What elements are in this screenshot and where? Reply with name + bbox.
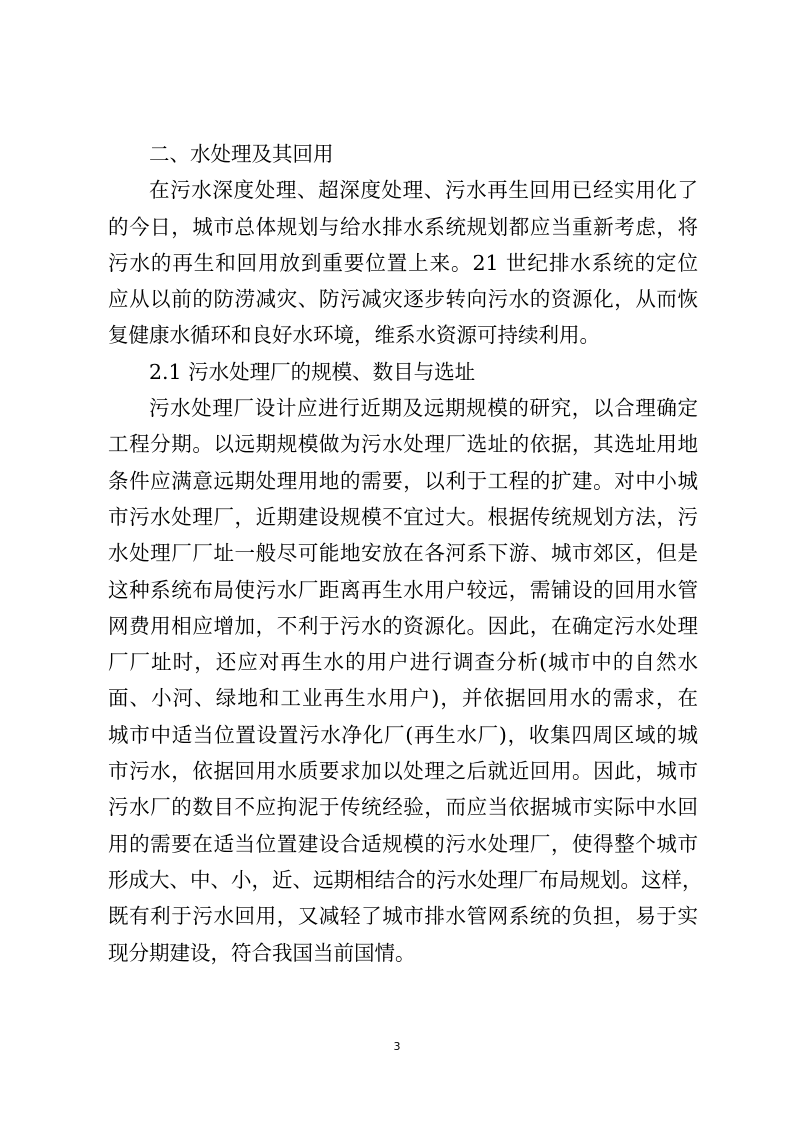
- paragraph-1-line-1: 在污水深度处理、超深度处理、污水再生回用已经实用化了: [149, 178, 698, 203]
- paragraph-2-line-4: 市污水处理厂，近期建设规模不宜过大。根据传统规划方法，污: [108, 504, 698, 529]
- paragraph-2-line-12: 污水厂的数目不应拘泥于传统经验，而应当依据城市实际中水回: [108, 795, 698, 820]
- paragraph-2-line-6: 这种系统布局使污水厂距离再生水用户较远，需铺设的回用水管: [108, 577, 698, 602]
- paragraph-2-line-15: 既有利于污水回用，又减轻了城市排水管网系统的负担，易于实: [108, 904, 698, 929]
- paragraph-2-line-9: 面、小河、绿地和工业再生水用户)，并依据回用水的需求，在: [108, 686, 698, 711]
- paragraph-2-line-7: 网费用相应增加，不利于污水的资源化。因此，在确定污水处理: [108, 613, 698, 638]
- paragraph-1-line-3: 污水的再生和回用放到重要位置上来。21 世纪排水系统的定位: [108, 250, 698, 275]
- paragraph-2-line-5: 水处理厂厂址一般尽可能地安放在各河系下游、城市郊区，但是: [108, 541, 698, 566]
- document-body: [108, 136, 703, 971]
- paragraph-2-line-10: 城市中适当位置设置污水净化厂(再生水厂)，收集四周区域的城: [108, 722, 698, 747]
- paragraph-2-line-14: 形成大、中、小，近、远期相结合的污水处理厂布局规划。这样，: [108, 867, 703, 892]
- paragraph-2-line-8: 厂厂址时，还应对再生水的用户进行调查分析(城市中的自然水: [108, 650, 698, 675]
- subheading: 2.1 污水处理厂的规模、数目与选址: [149, 359, 476, 384]
- paragraph-2-line-11: 市污水，依据回用水质要求加以处理之后就近回用。因此，城市: [108, 759, 698, 784]
- paragraph-2-line-1: 污水处理厂设计应进行近期及远期规模的研究，以合理确定: [149, 396, 698, 421]
- paragraph-1-line-2: 的今日，城市总体规划与给水排水系统规划都应当重新考虑，将: [108, 214, 698, 239]
- paragraph-2-line-16: 现分期建设，符合我国当前国情。: [108, 940, 416, 965]
- paragraph-2-line-2: 工程分期。以远期规模做为污水处理厂选址的依据，其选址用地: [108, 432, 698, 457]
- paragraph-2-line-13: 用的需要在适当位置建设合适规模的污水处理厂，使得整个城市: [108, 831, 698, 856]
- paragraph-1-line-4: 应从以前的防涝减灾、防污减灾逐步转向污水的资源化，从而恢: [108, 287, 698, 312]
- page-number: 3: [393, 1040, 401, 1053]
- paragraph-1-line-5: 复健康水循环和良好水环境，维系水资源可持续利用。: [108, 323, 600, 348]
- paragraph-2-line-3: 条件应满意远期处理用地的需要，以利于工程的扩建。对中小城: [108, 468, 698, 493]
- section-heading: 二、水处理及其回用: [149, 142, 334, 166]
